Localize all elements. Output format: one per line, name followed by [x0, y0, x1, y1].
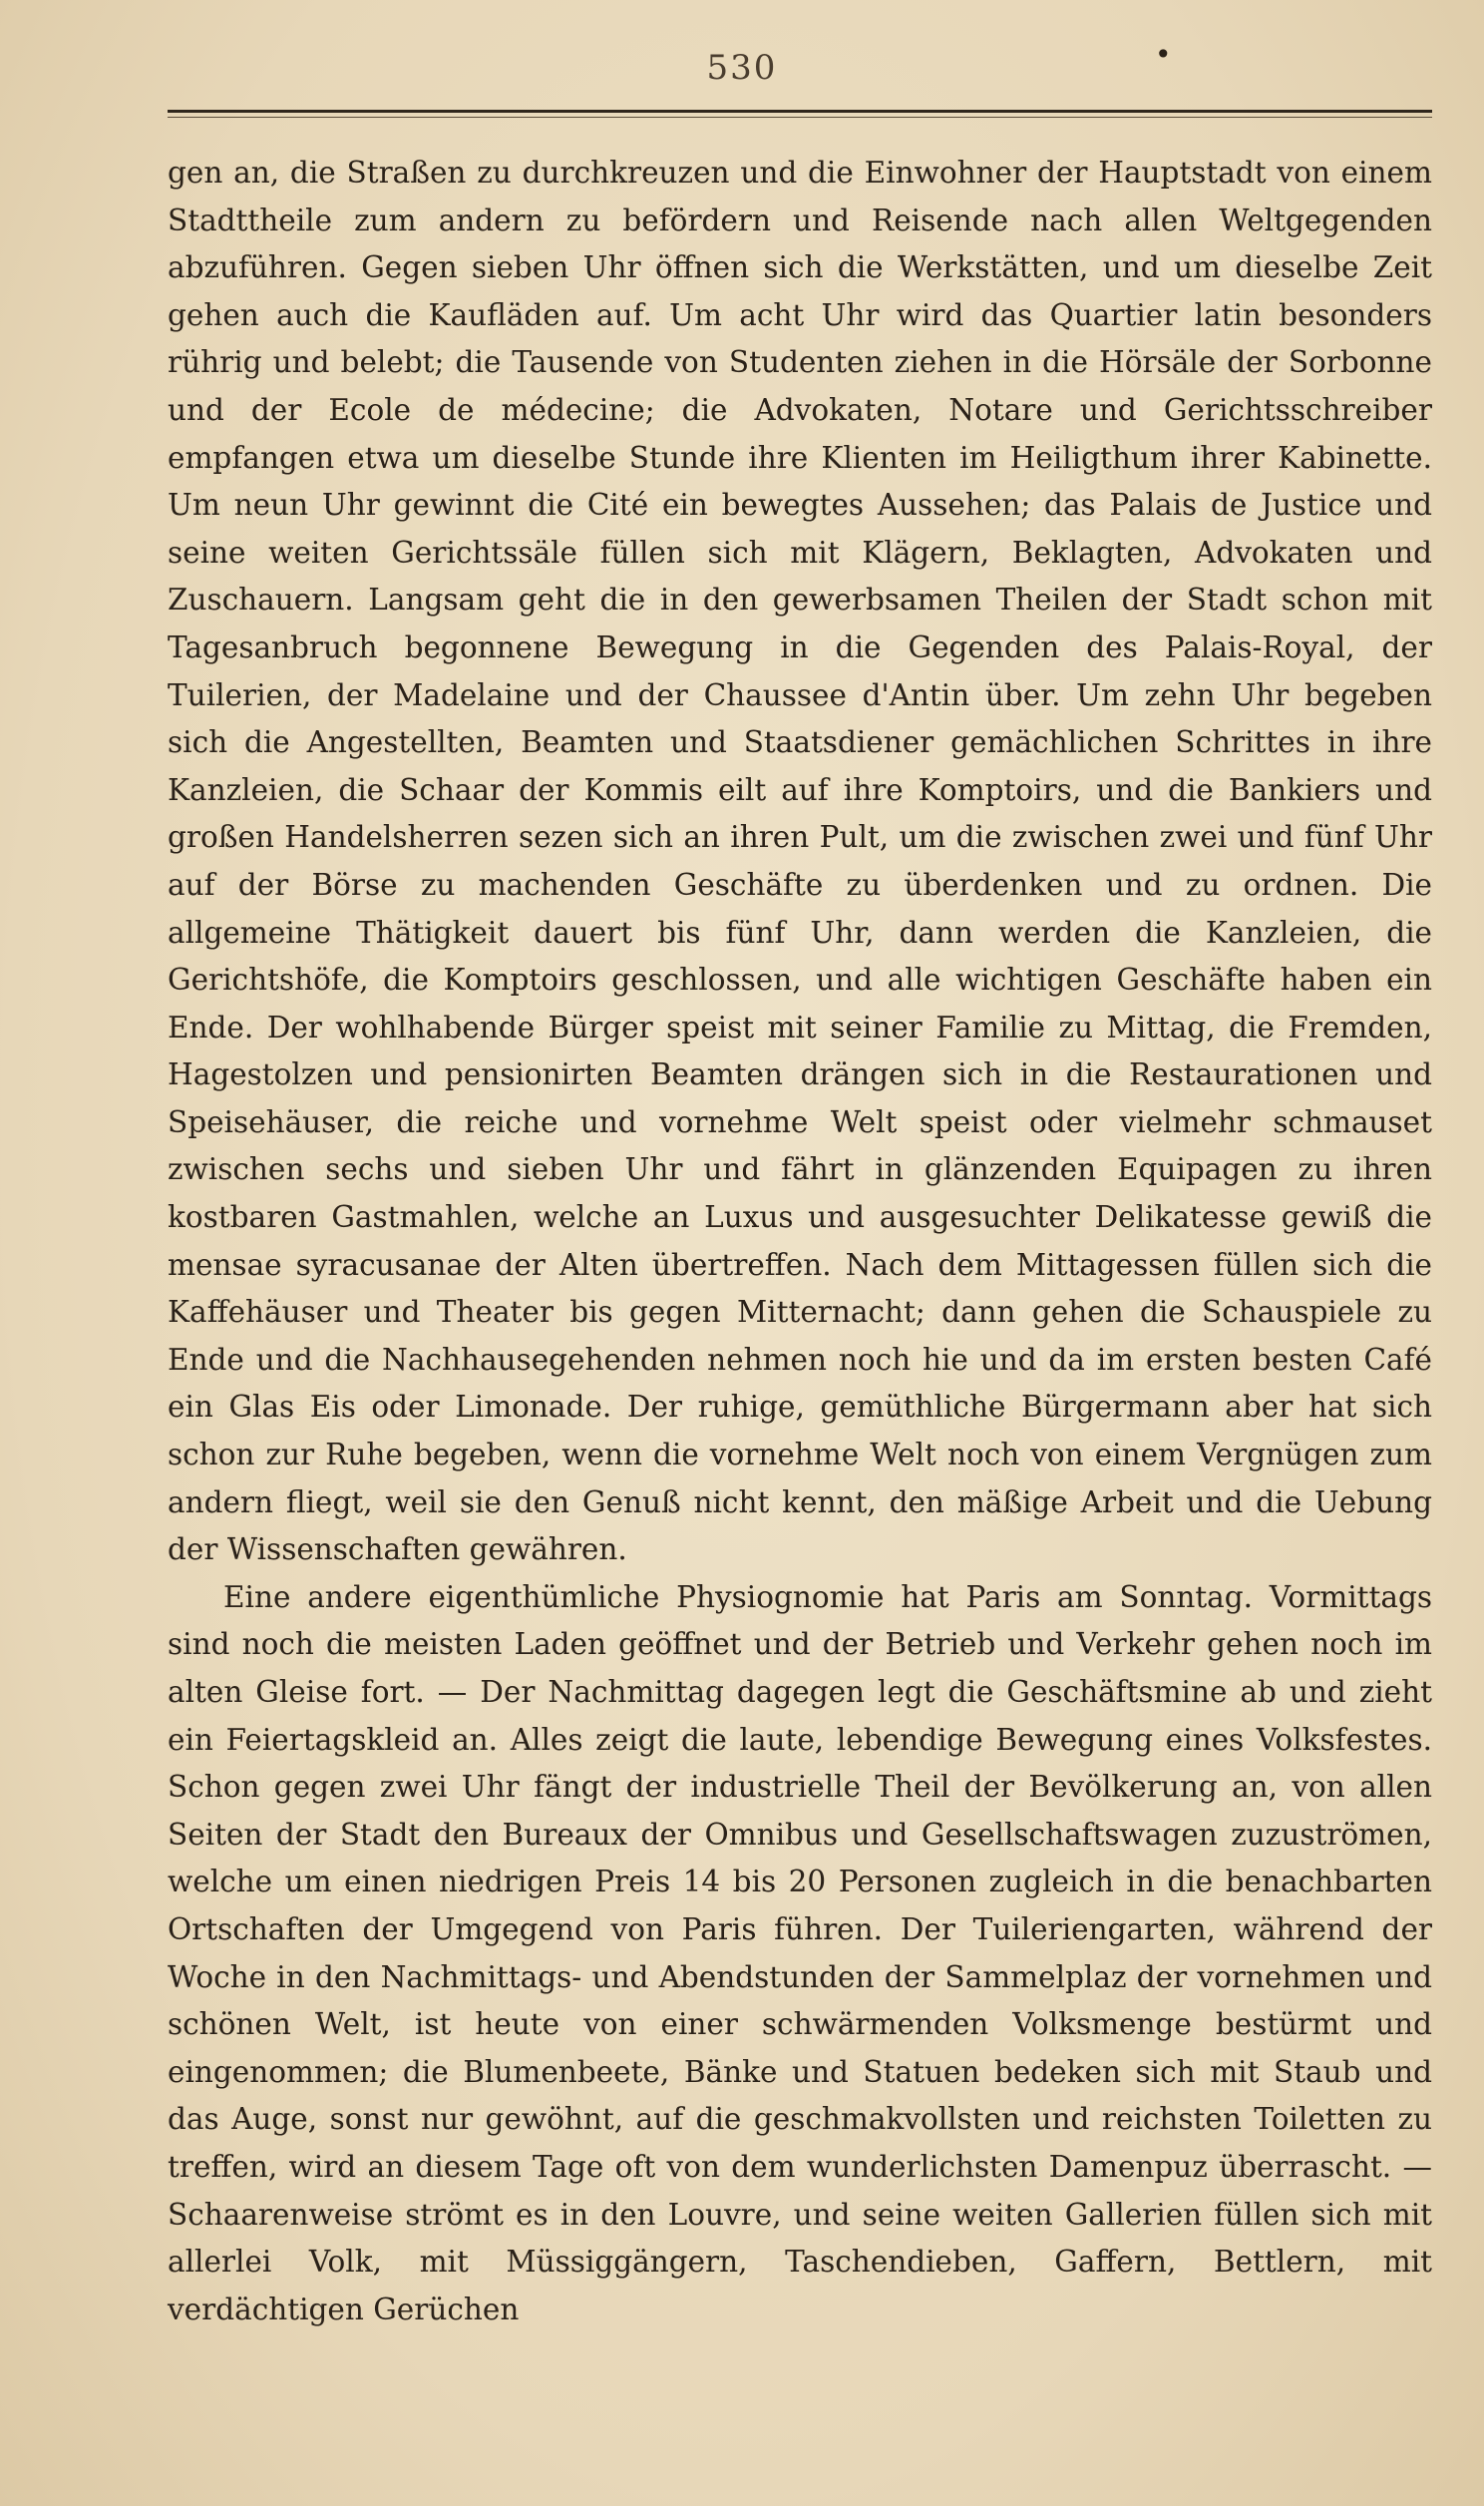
- header-rule: [168, 110, 1432, 113]
- paragraph-1: gen an, die Straßen zu durchkreuzen und die Einwohner der Hauptstadt von einem Stadttheile zum andern zu befördern und Reisende nach allen Weltgegenden abzuführen. Gegen sieben Uhr öffnen sich die Werkstätten, und um dieselbe Zeit gehen auch die Kaufläden auf. Um acht Uhr wird das Quartier latin besonders rührig und belebt; die Tausende von Studenten ziehen in die Hörsäle der Sorbonne und der Ecole de médecine; die Advokaten, Notare und Gerichtsschreiber empfangen etwa um dieselbe Stunde ihre Klienten im Heiligthum ihrer Kabinette. Um neun Uhr gewinnt die Cité ein bewegtes Aussehen; das Palais de Justice und seine weiten Gerichtssäle füllen sich mit Klägern, Beklagten, Advokaten und Zuschauern. Langsam geht die in den gewerbsamen Theilen der Stadt schon mit Tagesanbruch begonnene Bewegung in die Gegenden des Palais-Royal, der Tuilerien, der Madelaine und der Chaussee d'Antin über. Um zehn Uhr begeben sich die Angestellten, Beamten und Staatsdiener gemächlichen Schrittes in ihre Kanzleien, die Schaar der Kommis eilt auf ihre Komptoirs, und die Bankiers und großen Handelsherren sezen sich an ihren Pult, um die zwischen zwei und fünf Uhr auf der Börse zu machenden Geschäfte zu überdenken und zu ordnen. Die allgemeine Thätigkeit dauert bis fünf Uhr, dann werden die Kanzleien, die Gerichtshöfe, die Komptoirs geschlossen, und alle wichtigen Geschäfte haben ein Ende. Der wohlhabende Bürger speist mit seiner Familie zu Mittag, die Fremden, Hagestolzen und pensionirten Beamten drängen sich in die Restaurationen und Speisehäuser, die reiche und vornehme Welt speist oder vielmehr schmauset zwischen sechs und sieben Uhr und fährt in glänzenden Equipagen zu ihren kostbaren Gastmahlen, welche an Luxus und ausgesuchter Delikatesse gewiß die mensae syracusanae der Alten übertreffen. Nach dem Mittagessen füllen sich die Kaffehäuser und Theater bis gegen Mitternacht; dann gehen die Schauspiele zu Ende und die Nachhausegehenden nehmen noch hie und da im ersten besten Café ein Glas Eis oder Limonade. Der ruhige, gemüthliche Bürgermann aber hat sich schon zur Ruhe begeben, wenn die vornehme Welt noch von einem Vergnügen zum andern fliegt, weil sie den Genuß nicht kennt, den mäßige Arbeit und die Uebung der Wissenschaften gewähren.: [168, 156, 1432, 1567]
- paragraph-2: Eine andere eigenthümliche Physiognomie hat Paris am Sonntag. Vormittags sind noch die meisten Laden geöffnet und der Betrieb und Verkehr gehen noch im alten Gleise fort. — Der Nachmittag dagegen legt die Geschäftsmine ab und zieht ein Feiertagskleid an. Alles zeigt die laute, lebendige Bewegung eines Volksfestes. Schon gegen zwei Uhr fängt der industrielle Theil der Bevölkerung an, von allen Seiten der Stadt den Bureaux der Omnibus und Gesellschaftswagen zuzuströmen, welche um einen niedrigen Preis 14 bis 20 Personen zugleich in die benachbarten Ortschaften der Umgegend von Paris führen. Der Tuileriengarten, während der Woche in den Nachmittags- und Abendstunden der Sammelplaz der vornehmen und schönen Welt, ist heute von einer schwärmenden Volksmenge bestürmt und eingenommen; die Blumenbeete, Bänke und Statuen bedeken sich mit Staub und das Auge, sonst nur gewöhnt, auf die geschmakvollsten und reichsten Toiletten zu treffen, wird an diesem Tage oft von dem wunderlichsten Damenpuz überrascht. — Schaarenweise strömt es in den Louvre, und seine weiten Gallerien füllen sich mit allerlei Volk, mit Müssiggängern, Taschendieben, Gaffern, Bettlern, mit verdächtigen Gerüchen: [168, 1579, 1432, 2326]
- page-number: 530: [706, 48, 778, 88]
- body-text: [168, 150, 1432, 2333]
- ink-mark: •: [1155, 38, 1172, 71]
